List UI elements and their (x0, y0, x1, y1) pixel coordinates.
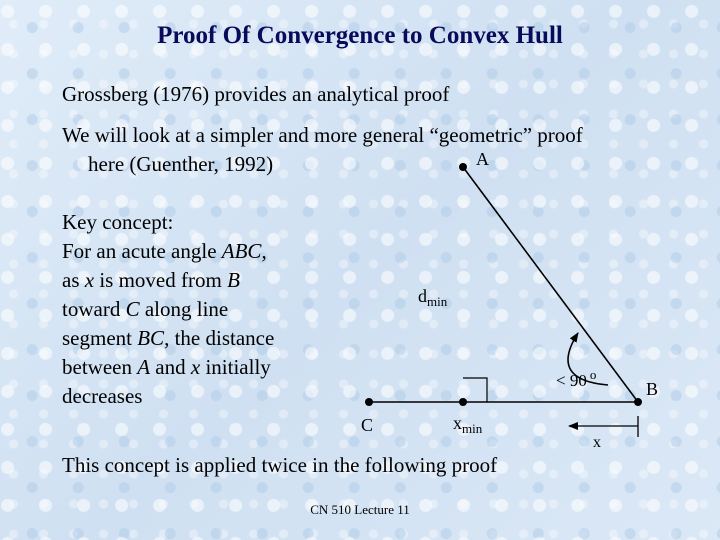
paragraph-grossberg: Grossberg (1976) provides an analytical proof (62, 82, 450, 106)
key-concept-line1: For an acute angle ABC, (62, 239, 267, 263)
label-angle: < 90 $^o$ (556, 367, 597, 390)
point-c (365, 398, 373, 406)
slide-title: Proof Of Convergence to Convex Hull (157, 22, 563, 49)
label-b: B (646, 379, 659, 399)
paragraph-geometric-line2: here (Guenther, 1992) (88, 152, 274, 176)
footer-lecture: CN 510 Lecture 11 (310, 502, 410, 517)
key-concept-line2: as x is moved from B (62, 268, 240, 292)
key-concept-line3: toward C along line (62, 297, 229, 321)
segment-ab (463, 167, 638, 402)
label-a: A (476, 149, 489, 169)
right-angle-marker (463, 378, 487, 402)
key-concept-line6: decreases (62, 384, 143, 408)
label-c: C (361, 415, 374, 435)
paragraph-geometric-line1: We will look at a simpler and more general “geometric” proof (62, 123, 583, 147)
conclusion-text: This concept is applied twice in the following proof (62, 453, 498, 477)
point-b (634, 398, 642, 406)
label-x: x (593, 434, 601, 451)
key-concept-line4: segment BC, the distance (62, 326, 275, 350)
label-xmin: $x_{min}$ (453, 413, 483, 436)
point-xmin (459, 398, 467, 406)
key-concept-heading: Key concept: (62, 210, 174, 234)
point-a (459, 163, 467, 171)
key-concept-line5: between A and x initially (62, 355, 271, 379)
label-dmin: $d_{min}$ (418, 286, 448, 309)
